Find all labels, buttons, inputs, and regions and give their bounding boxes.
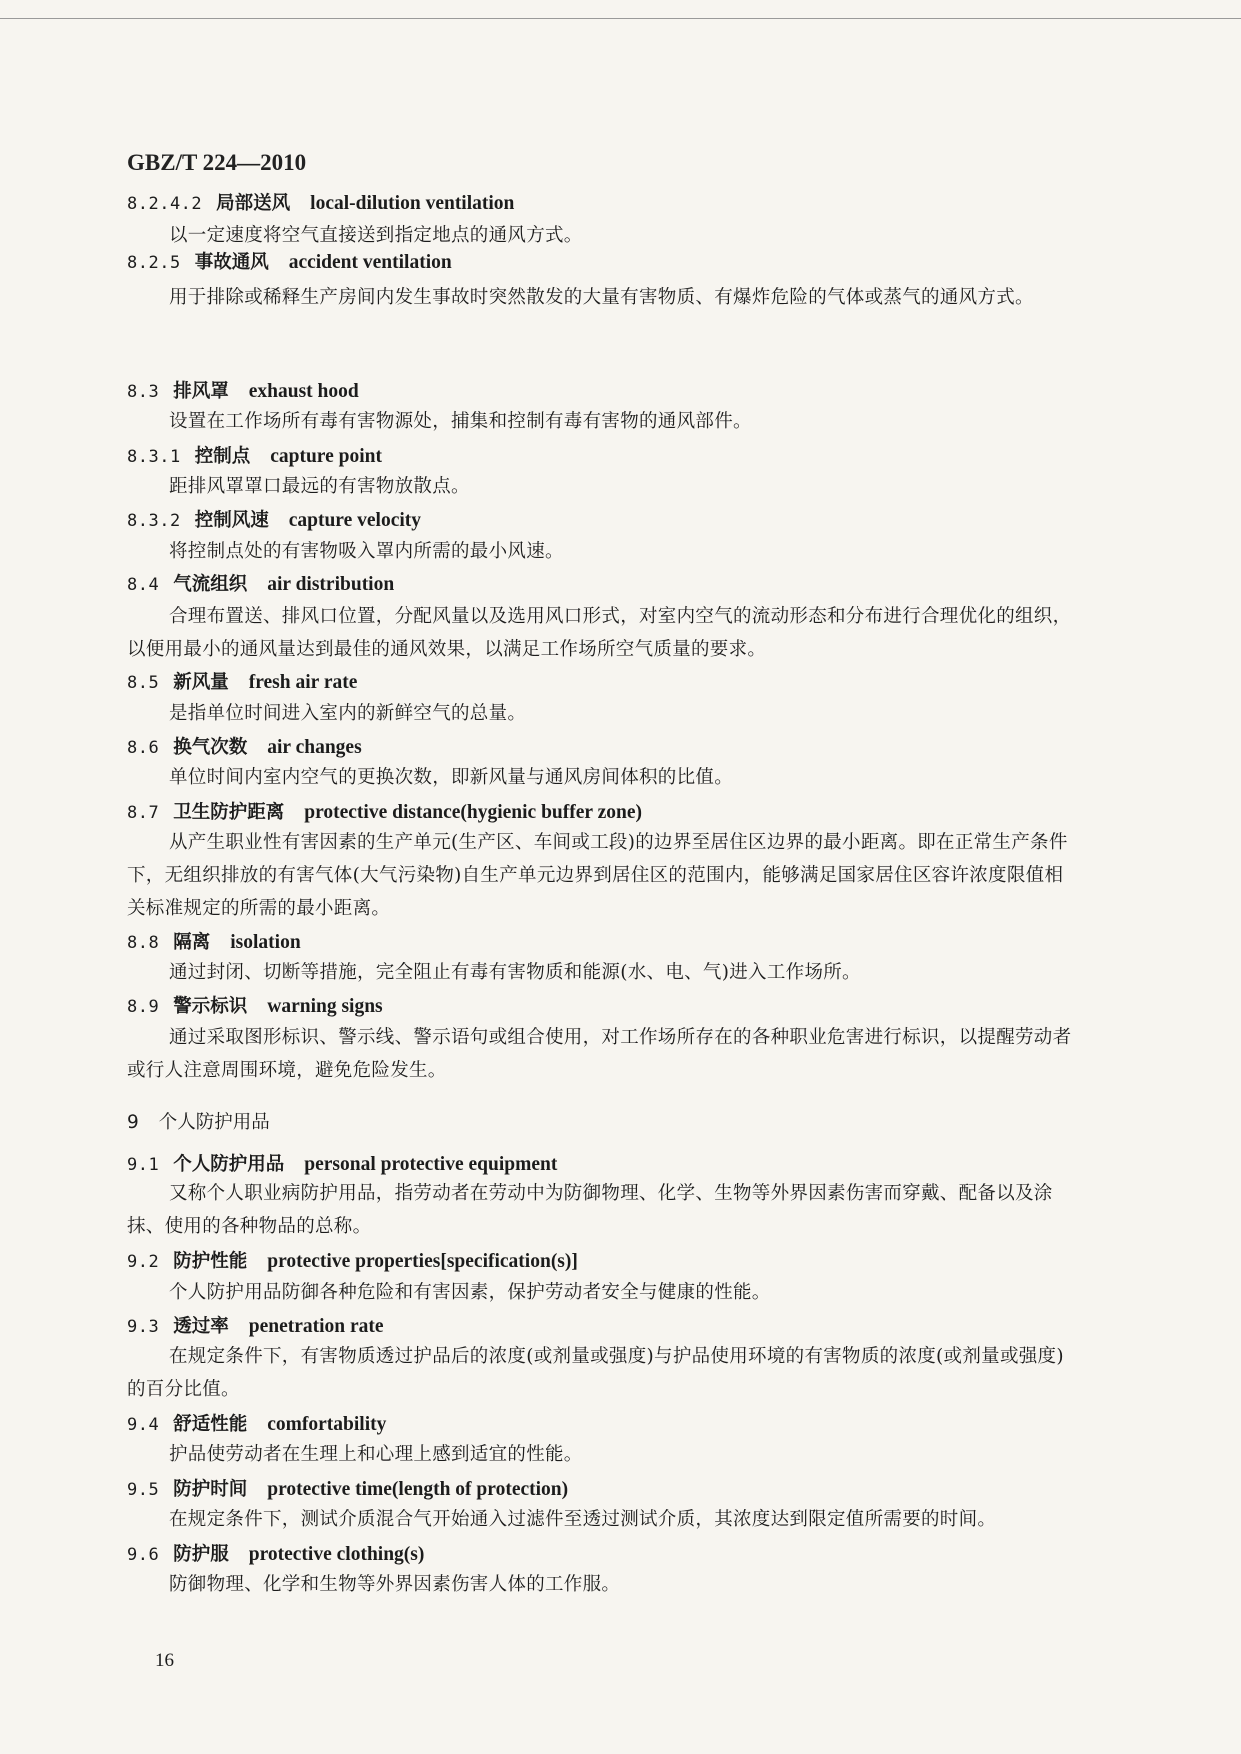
term-number: 8.2.4.2 <box>127 194 203 214</box>
term-english: air distribution <box>267 574 395 595</box>
term-heading <box>127 508 421 534</box>
term-heading <box>127 735 362 761</box>
section-heading <box>127 1108 270 1134</box>
term-definition: 在规定条件下，有害物质透过护品后的浓度(或剂量或强度)与护品使用环境的有害物质的浓度(或剂量或强度)的百分比值。 <box>127 1346 1064 1400</box>
term-chinese: 局部送风 <box>216 193 291 214</box>
term-number: 9.1 <box>127 1155 160 1175</box>
term-heading <box>127 191 514 217</box>
term-english: comfortability <box>267 1414 387 1435</box>
page-number: 16 <box>155 1650 174 1671</box>
term-chinese: 防护服 <box>173 1544 229 1565</box>
term-number: 8.3.2 <box>127 511 181 531</box>
section-number: 9 <box>127 1112 139 1133</box>
section-title: 个人防护用品 <box>158 1112 270 1133</box>
term-chinese: 控制点 <box>194 446 251 467</box>
term-definition: 合理布置送、排风口位置，分配风量以及选用风口形式，对室内空气的流动形态和分布进行合理优化的组织，以便用最小的通风量达到最佳的通风效果，以满足工作场所空气质量的要求。 <box>127 606 1072 660</box>
term-heading <box>127 444 382 470</box>
term-number: 9.6 <box>127 1545 160 1565</box>
term-chinese: 透过率 <box>173 1316 229 1337</box>
term-definition: 护品使劳动者在生理上和心理上感到适宜的性能。 <box>169 1444 583 1465</box>
term-number: 8.4 <box>127 575 160 595</box>
term-number: 9.2 <box>127 1252 160 1272</box>
term-number: 8.5 <box>127 673 160 693</box>
term-definition: 又称个人职业病防护用品，指劳动者在劳动中为防御物理、化学、生物等外界因素伤害而穿戴、配备以及涂抹、使用的各种物品的总称。 <box>127 1183 1053 1237</box>
term-number: 8.9 <box>127 997 160 1017</box>
term-english: exhaust hood <box>248 381 359 402</box>
term-english: capture point <box>270 446 382 467</box>
term-definition: 是指单位时间进入室内的新鲜空气的总量。 <box>169 703 527 724</box>
term-chinese: 控制风速 <box>194 510 269 531</box>
term-definition: 在规定条件下，测试介质混合气开始通入过滤件至透过测试介质，其浓度达到限定值所需要的时间。 <box>169 1509 997 1530</box>
term-definition: 用于排除或稀释生产房间内发生事故时突然散发的大量有害物质、有爆炸危险的气体或蒸气的通风方式。 <box>169 287 1034 308</box>
term-chinese: 卫生防护距离 <box>173 802 285 823</box>
top-rule <box>0 18 1241 19</box>
term-number: 9.3 <box>127 1317 160 1337</box>
term-definition: 以一定速度将空气直接送到指定地点的通风方式。 <box>169 225 583 246</box>
term-definition: 单位时间内室内空气的更换次数，即新风量与通风房间体积的比值。 <box>169 767 734 788</box>
term-number: 8.3 <box>127 382 160 402</box>
term-definition: 将控制点处的有害物吸入罩内所需的最小风速。 <box>169 541 564 562</box>
term-heading <box>127 379 359 405</box>
term-english: warning signs <box>267 996 383 1017</box>
standard-code-header: GBZ/T 224—2010 <box>127 150 307 175</box>
term-english: protective time(length of protection) <box>267 1479 569 1500</box>
term-heading <box>127 572 394 598</box>
term-definition: 设置在工作场所有毒有害物源处，捕集和控制有毒有害物的通风部件。 <box>169 411 752 432</box>
term-definition: 通过封闭、切断等措施，完全阻止有毒有害物质和能源(水、电、气)进入工作场所。 <box>169 962 861 983</box>
term-english: protective properties[specification(s)] <box>267 1251 578 1272</box>
term-chinese: 隔离 <box>173 932 211 953</box>
term-english: local-dilution ventilation <box>310 193 515 214</box>
term-heading <box>127 670 357 696</box>
term-english: protective distance(hygienic buffer zone) <box>304 802 642 823</box>
term-heading <box>127 1542 424 1568</box>
term-heading <box>127 994 383 1020</box>
term-english: personal protective equipment <box>304 1154 558 1175</box>
term-number: 9.5 <box>127 1480 160 1500</box>
term-chinese: 换气次数 <box>173 737 248 758</box>
term-definition: 从产生职业性有害因素的生产单元(生产区、车间或工段)的边界至居住区边界的最小距离。即在正常生产条件下，无组织排放的有害气体(大气污染物)自生产单元边界到居住区的范围内，能够满足国家居住区容许浓度限值相关标准规定的所需的最小距离。 <box>127 832 1068 919</box>
term-english: air changes <box>267 737 362 758</box>
term-english: fresh air rate <box>248 672 358 693</box>
term-number: 8.2.5 <box>127 253 181 273</box>
term-heading <box>127 800 642 826</box>
term-chinese: 警示标识 <box>173 996 248 1017</box>
term-definition: 距排风罩罩口最远的有害物放散点。 <box>169 476 470 497</box>
term-chinese: 事故通风 <box>194 252 269 273</box>
term-heading <box>127 250 452 276</box>
term-heading <box>127 930 301 956</box>
term-english: protective clothing(s) <box>248 1544 425 1565</box>
term-chinese: 气流组织 <box>173 574 248 595</box>
term-heading <box>127 1314 384 1340</box>
term-chinese: 防护性能 <box>173 1251 248 1272</box>
term-english: isolation <box>230 932 301 953</box>
term-heading <box>127 1152 557 1178</box>
term-chinese: 新风量 <box>173 672 229 693</box>
term-number: 8.8 <box>127 933 160 953</box>
term-definition: 防御物理、化学和生物等外界因素伤害人体的工作服。 <box>169 1574 621 1595</box>
term-chinese: 排风罩 <box>173 381 229 402</box>
term-number: 8.3.1 <box>127 447 181 467</box>
term-english: accident ventilation <box>288 252 452 273</box>
term-heading <box>127 1412 386 1438</box>
term-heading <box>127 1249 578 1275</box>
term-definition: 通过采取图形标识、警示线、警示语句或组合使用，对工作场所存在的各种职业危害进行标识，以提醒劳动者或行人注意周围环境，避免危险发生。 <box>127 1027 1072 1081</box>
term-english: capture velocity <box>288 510 422 531</box>
term-chinese: 防护时间 <box>173 1479 248 1500</box>
term-english: penetration rate <box>248 1316 384 1337</box>
term-number: 8.6 <box>127 738 160 758</box>
term-chinese: 舒适性能 <box>173 1414 248 1435</box>
term-number: 8.7 <box>127 803 160 823</box>
term-heading <box>127 1477 568 1503</box>
term-chinese: 个人防护用品 <box>173 1154 285 1175</box>
term-number: 9.4 <box>127 1415 160 1435</box>
term-definition: 个人防护用品防御各种危险和有害因素，保护劳动者安全与健康的性能。 <box>169 1282 771 1303</box>
